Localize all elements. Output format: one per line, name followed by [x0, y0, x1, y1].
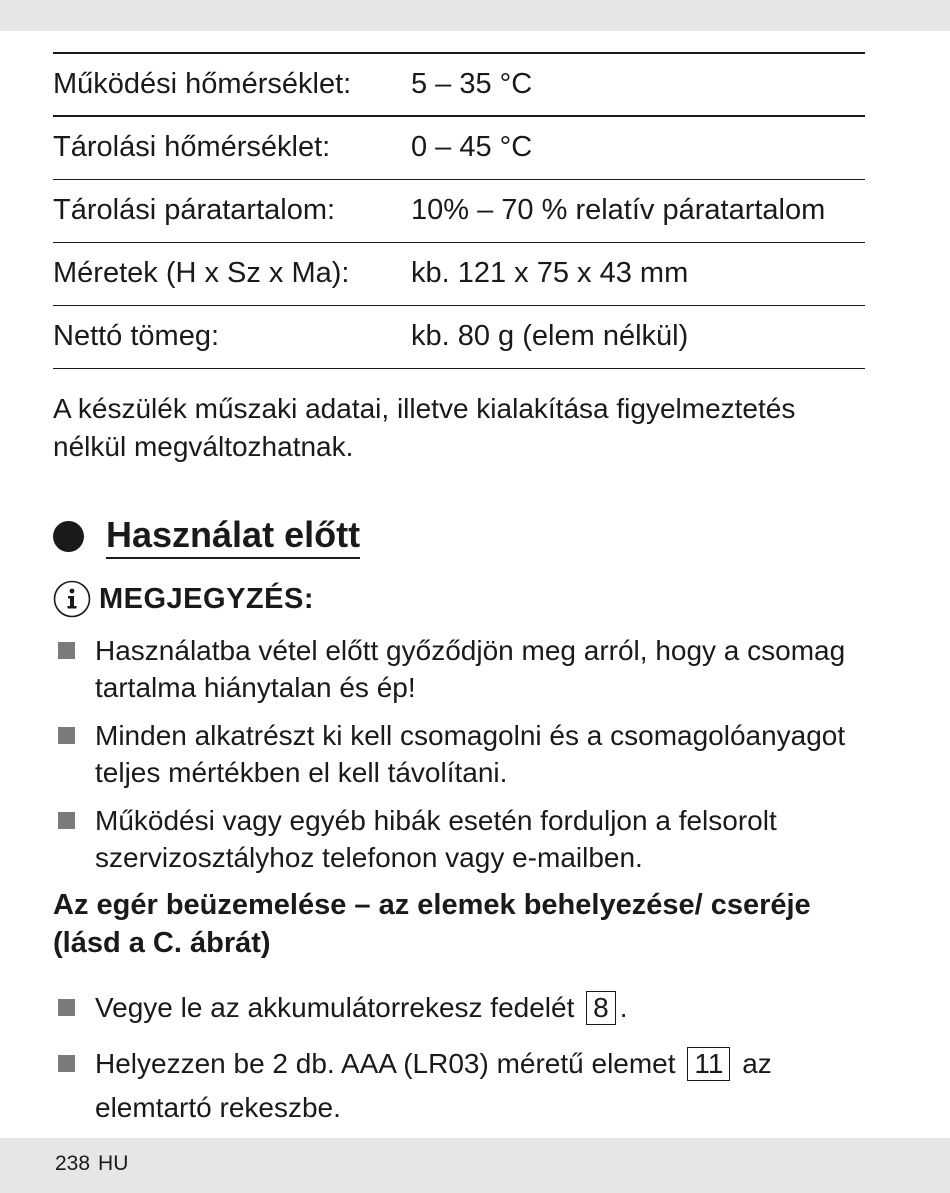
square-bullet-icon	[58, 642, 75, 659]
steps-list	[53, 986, 865, 1142]
spec-row	[53, 305, 865, 368]
spec-value: 10% – 70 % relatív páratartalom	[411, 194, 826, 226]
spec-value: kb. 80 g (elem nélkül)	[411, 320, 689, 352]
notice-list	[53, 632, 865, 887]
bullet-dot-icon	[53, 521, 84, 552]
spec-label: Méretek (H x Sz x Ma):	[53, 257, 350, 289]
spec-row	[53, 242, 865, 305]
step-text: Vegye le az akkumulátorrekesz fedelét	[95, 992, 575, 1023]
notice-title: MEGJEGYZÉS:	[99, 582, 314, 615]
info-icon	[53, 580, 91, 618]
spec-row	[53, 116, 865, 179]
bottom-band	[0, 1138, 950, 1193]
step-text-end: az elemtartó rekeszbe.	[95, 1048, 772, 1123]
list-item-text: Minden alkatrészt ki kell csomagolni és a csomagolóanyagot teljes mértékben el kell távolítani.	[95, 720, 846, 788]
square-bullet-icon	[58, 727, 75, 744]
section-heading	[53, 514, 360, 559]
square-bullet-icon	[58, 812, 75, 829]
spec-label: Tárolási hőmérséklet:	[53, 131, 331, 164]
spec-table	[53, 52, 865, 369]
list-item	[53, 632, 865, 706]
spec-label: Működési hőmérséklet:	[53, 68, 352, 100]
list-item	[53, 717, 865, 791]
language-code: HU	[98, 1152, 129, 1175]
spec-value: 5 – 35 °C	[411, 68, 533, 100]
disclaimer-paragraph: A készülék műszaki adatai, illetve kialakítása figyelmeztetés nélkül megváltozhatnak.	[53, 393, 796, 462]
square-bullet-icon	[58, 1055, 75, 1072]
spec-label: Nettó tömeg:	[53, 320, 220, 352]
top-band	[0, 0, 950, 31]
subheading: Az egér beüzemelése – az elemek behelyezése/ cseréje (lásd a C. ábrát)	[53, 889, 811, 959]
list-item	[53, 802, 865, 876]
page-footer	[55, 1152, 128, 1176]
part-reference-number: 8	[586, 991, 616, 1025]
spec-value: kb. 121 x 75 x 43 mm	[411, 257, 689, 289]
list-item-text: Működési vagy egyéb hibák esetén forduljon a felsorolt szervizosztályhoz telefonon vagy e-mailben.	[95, 805, 777, 873]
step-text-end: .	[619, 992, 628, 1023]
step-text: Helyezzen be 2 db. AAA (LR03) méretű elemet	[95, 1048, 676, 1079]
spec-row	[53, 53, 865, 116]
section-title: Használat előtt	[106, 514, 360, 559]
list-item-text: Használatba vétel előtt győződjön meg arról, hogy a csomag tartalma hiánytalan és ép!	[95, 635, 846, 703]
spec-value: 0 – 45 °C	[411, 131, 533, 164]
part-reference-number: 11	[687, 1047, 730, 1081]
list-item	[53, 986, 865, 1030]
list-item	[53, 1042, 865, 1130]
notice-heading	[53, 580, 314, 618]
spec-row	[53, 179, 865, 242]
spec-label: Tárolási páratartalom:	[53, 194, 336, 226]
square-bullet-icon	[58, 999, 75, 1016]
page-number: 238	[55, 1152, 91, 1175]
